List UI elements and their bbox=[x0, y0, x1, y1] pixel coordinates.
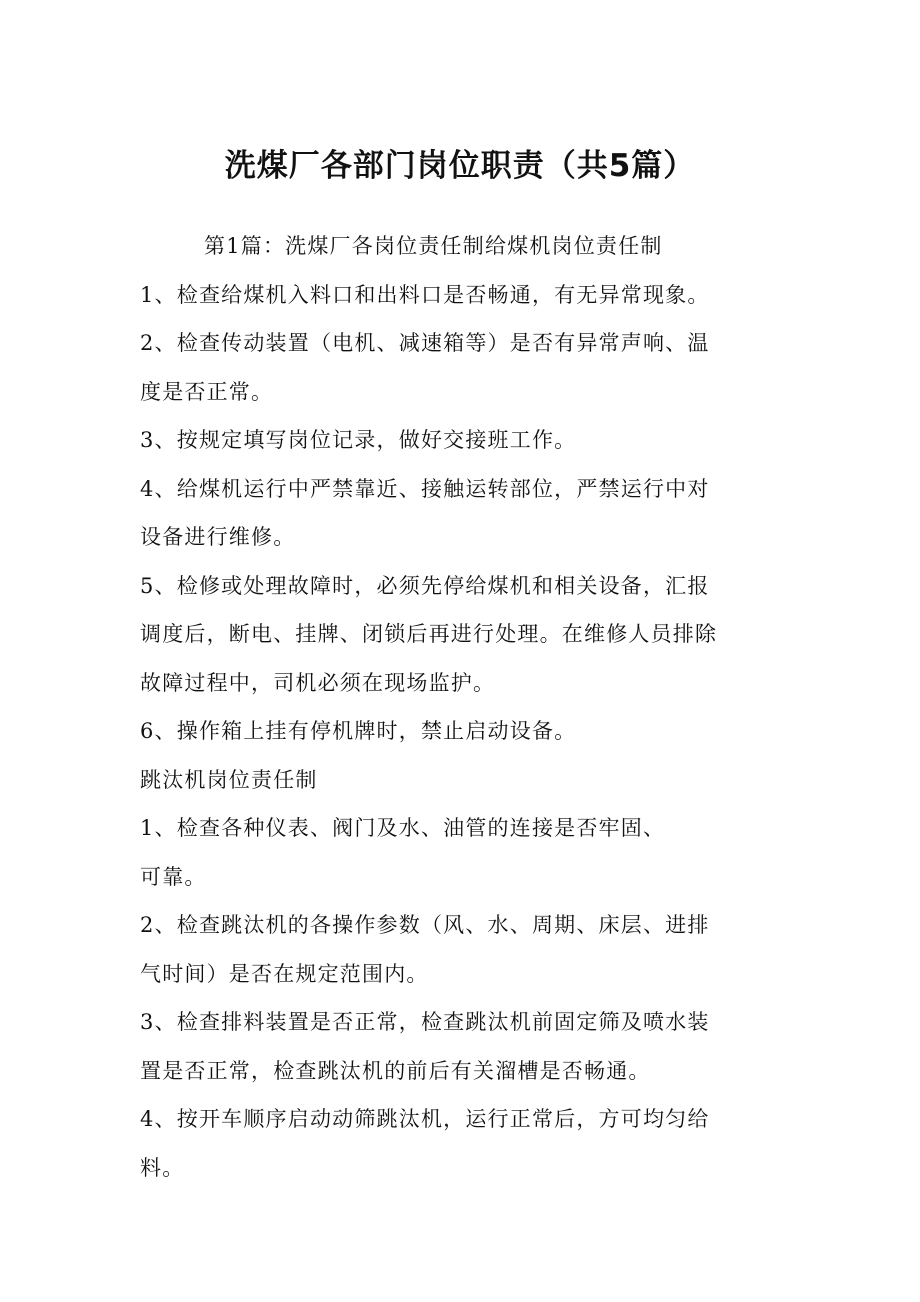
body-line: 1、检查各种仪表、阀门及水、油管的连接是否牢固、 bbox=[140, 816, 666, 840]
body-line: 故障过程中，司机必须在现场监护。 bbox=[140, 670, 496, 695]
body-line: 度是否正常。 bbox=[140, 379, 274, 404]
body-line: 调度后，断电、挂牌、闭锁后再进行处理。在维修人员排除 bbox=[140, 622, 718, 646]
subsection-heading: 跳汰机岗位责任制 bbox=[140, 767, 318, 792]
section-heading: 第1篇：洗煤厂各岗位责任制给煤机岗位责任制 bbox=[204, 234, 663, 258]
body-line: 2、检查跳汰机的各操作参数（风、水、周期、床层、进排 bbox=[140, 913, 710, 937]
body-line: 置是否正常，检查跳汰机的前后有关溜槽是否畅通。 bbox=[140, 1058, 651, 1083]
body-line: 5、检修或处理故障时，必须先停给煤机和相关设备，汇报 bbox=[140, 573, 710, 598]
document-title: 洗煤厂各部门岗位职责（共5篇） bbox=[224, 148, 696, 184]
body-line: 4、按开车顺序启动动筛跳汰机，运行正常后，方可均匀给 bbox=[140, 1107, 710, 1131]
body-line: 4、给煤机运行中严禁靠近、接触运转部位，严禁运行中对 bbox=[140, 476, 710, 501]
body-line: 气时间）是否在规定范围内。 bbox=[140, 961, 429, 986]
body-line: 3、按规定填写岗位记录，做好交接班工作。 bbox=[140, 428, 577, 452]
body-line: 1、检查给煤机入料口和出料口是否畅通，有无异常现象。 bbox=[140, 282, 710, 307]
body-line: 设备进行维修。 bbox=[140, 525, 296, 549]
body-line: 6、操作箱上挂有停机牌时，禁止启动设备。 bbox=[140, 719, 577, 743]
body-line: 3、检查排料装置是否正常，检查跳汰机前固定筛及喷水装 bbox=[140, 1010, 710, 1034]
body-line: 可靠。 bbox=[140, 864, 207, 889]
body-line: 2、检查传动装置（电机、减速箱等）是否有异常声响、温 bbox=[140, 331, 710, 355]
body-line: 料。 bbox=[140, 1155, 185, 1180]
document-body bbox=[140, 222, 790, 1192]
